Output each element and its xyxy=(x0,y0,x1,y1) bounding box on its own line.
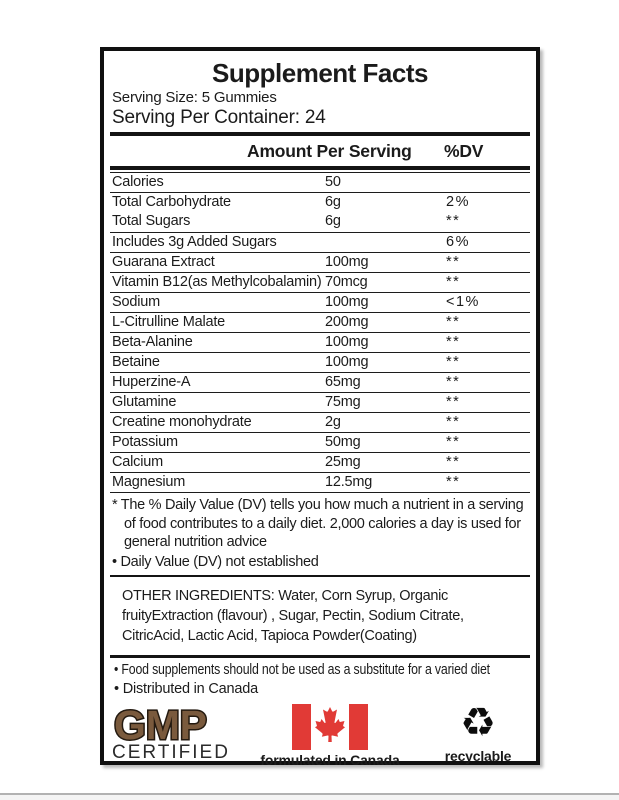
nutrient-dv: ** xyxy=(446,334,461,350)
nutrient-dv: ** xyxy=(446,414,461,430)
medium-rule xyxy=(110,575,530,578)
distributed-in-canada-text: • Distributed in Canada xyxy=(114,681,258,697)
table-row xyxy=(110,332,530,352)
table-row xyxy=(110,432,530,452)
supplement-facts-panel xyxy=(100,47,540,768)
nutrient-dv xyxy=(446,173,530,192)
nutrient-dv: <1% xyxy=(446,294,480,310)
nutrient-name: Vitamin B12(as Methylcobalamin) xyxy=(112,274,322,290)
table-row xyxy=(110,292,530,312)
nutrient-name: Creatine monohydrate xyxy=(112,414,252,430)
maple-leaf-icon xyxy=(315,707,345,742)
gmp-certified-text: CERTIFIED xyxy=(112,741,230,763)
nutrient-amount: 100mg xyxy=(325,294,369,310)
nutrient-dv: ** xyxy=(446,394,461,410)
nutrient-amount: 50 xyxy=(325,174,341,190)
nutrient-amount: 6g xyxy=(325,213,341,229)
table-row xyxy=(110,372,530,392)
daily-value-footnote: * The % Daily Value (DV) tells you how much a nutrient in a serving of food contributes to a daily diet. 2,000 calories a day is used for general nutrition advice xyxy=(112,497,524,550)
nutrient-name: Calcium xyxy=(112,454,163,470)
other-ingredients-text: OTHER INGREDIENTS: Water, Corn Syrup, Organic fruityExtraction (flavour) , Sugar, Pectin, Sodium Citrate, CitricAcid, Lactic Acid, Tapioca Powder(Coating) xyxy=(122,588,464,644)
nutrient-name: Glutamine xyxy=(112,394,177,410)
table-row xyxy=(110,472,530,492)
nutrient-name: Betaine xyxy=(112,354,160,370)
nutrient-dv: 2% xyxy=(446,194,470,210)
formulated-in-canada-text: formulated in Canada xyxy=(260,751,400,768)
nutrient-name: Magnesium xyxy=(112,474,186,490)
canada-flag-icon xyxy=(292,704,368,750)
nutrient-name: Total Carbohydrate xyxy=(112,194,231,210)
table-row xyxy=(110,352,530,372)
nutrient-dv: ** xyxy=(446,454,461,470)
table-row xyxy=(110,312,530,332)
table-row xyxy=(110,172,530,192)
badge-row xyxy=(110,700,530,768)
nutrient-amount: 50mg xyxy=(325,434,361,450)
varied-diet-disclaimer: • Food supplements should not be used as a substitute for a varied diet xyxy=(114,661,490,678)
table-row xyxy=(110,392,530,412)
thick-rule xyxy=(110,132,530,136)
serving-size-text: Serving Size: 5 Gummies xyxy=(112,89,277,106)
nutrient-name: Huperzine-A xyxy=(112,374,191,390)
table-row xyxy=(110,412,530,432)
disclaimer-block xyxy=(110,661,530,700)
panel-title: Supplement Facts xyxy=(212,58,428,88)
table-row xyxy=(110,452,530,472)
photo-edge-band xyxy=(0,795,619,800)
nutrient-amount xyxy=(325,233,446,252)
nutrient-amount: 200mg xyxy=(325,314,369,330)
nutrient-amount: 12.5mg xyxy=(325,474,373,490)
nutrient-name: Includes 3g Added Sugars xyxy=(112,234,277,250)
nutrient-amount: 6g xyxy=(325,194,341,210)
nutrient-dv: ** xyxy=(446,354,461,370)
nutrient-dv: ** xyxy=(446,474,461,490)
table-row xyxy=(110,272,530,292)
nutrient-amount: 100mg xyxy=(325,334,369,350)
nutrient-name: Calories xyxy=(112,174,164,190)
recyclable-badge xyxy=(428,700,528,764)
gmp-certified-badge xyxy=(112,704,252,763)
nutrient-name: L-Citrulline Malate xyxy=(112,314,226,330)
nutrient-dv: ** xyxy=(446,374,461,390)
nutrient-name: Potassium xyxy=(112,434,178,450)
amount-per-serving-header: Amount Per Serving xyxy=(247,141,412,161)
nutrient-name: Guarana Extract xyxy=(112,254,215,270)
table-row xyxy=(110,252,530,272)
formulated-in-canada-badge xyxy=(256,704,404,768)
nutrient-name: Sodium xyxy=(112,294,160,310)
medium-rule xyxy=(110,655,530,658)
nutrient-amount: 25mg xyxy=(325,454,361,470)
servings-per-container-text: Serving Per Container: 24 xyxy=(112,107,326,128)
table-row xyxy=(110,232,530,252)
nutrient-amount: 75mg xyxy=(325,394,361,410)
nutrient-amount: 70mcg xyxy=(325,274,368,290)
recycle-icon: ♻ xyxy=(460,700,496,745)
nutrient-amount: 100mg xyxy=(325,254,369,270)
nutrient-name: Beta-Alanine xyxy=(112,334,193,350)
thick-rule xyxy=(110,166,530,170)
nutrient-table xyxy=(110,172,530,493)
nutrient-dv: ** xyxy=(446,434,461,450)
table-header xyxy=(110,138,530,164)
nutrient-amount: 100mg xyxy=(325,354,369,370)
footnote-block xyxy=(110,496,530,572)
table-row xyxy=(110,212,530,232)
percent-dv-header: %DV xyxy=(444,141,484,161)
svg-text:GMP: GMP xyxy=(114,703,207,746)
nutrient-amount: 2g xyxy=(325,414,341,430)
dv-not-established-note: • Daily Value (DV) not established xyxy=(112,553,319,570)
nutrient-dv: ** xyxy=(446,213,461,229)
nutrient-dv: ** xyxy=(446,254,461,270)
nutrient-name: Total Sugars xyxy=(112,213,191,229)
table-row xyxy=(110,192,530,212)
recyclable-text: recyclable xyxy=(444,747,512,764)
nutrient-amount: 65mg xyxy=(325,374,361,390)
gmp-logo-icon xyxy=(112,704,252,746)
nutrient-dv: ** xyxy=(446,314,461,330)
nutrient-dv: ** xyxy=(446,274,461,290)
nutrient-dv: 6% xyxy=(446,234,470,250)
